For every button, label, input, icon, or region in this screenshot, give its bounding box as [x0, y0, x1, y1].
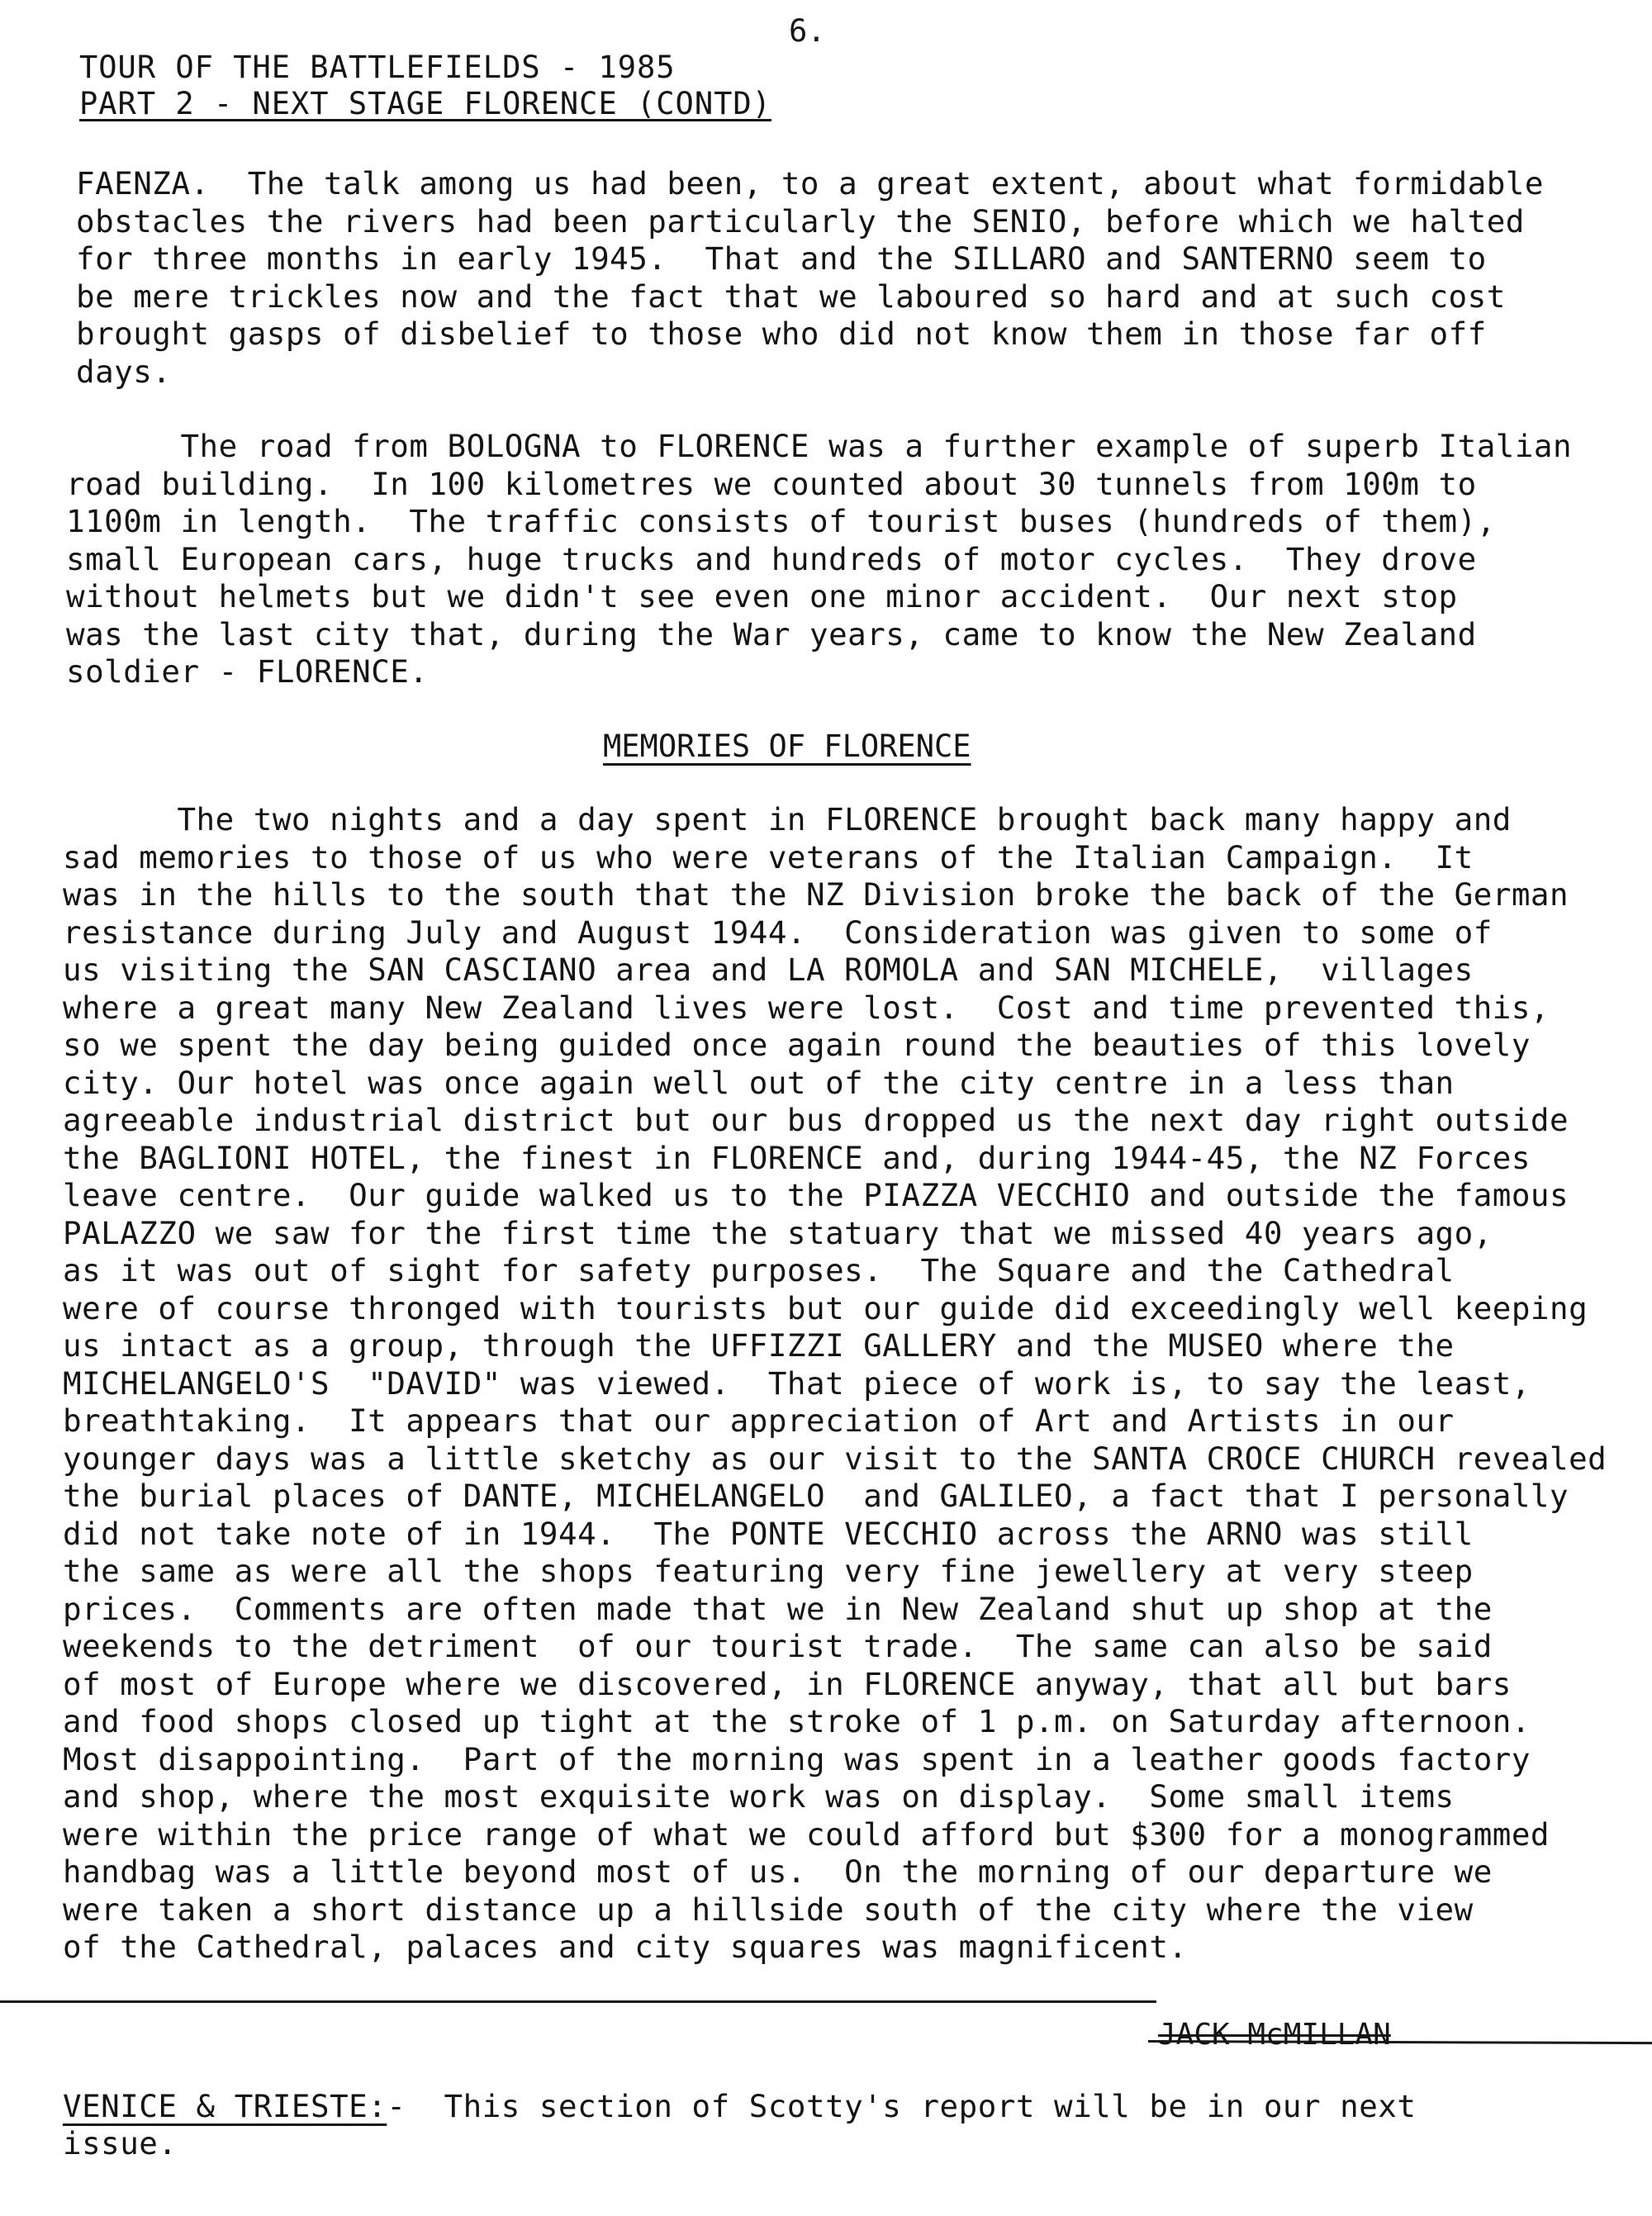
- footer-text: - This section of Scotty's report will be in our next issue.: [63, 2088, 1417, 2161]
- footer-note: [63, 2088, 1416, 2162]
- document-subtitle: PART 2 - NEXT STAGE FLORENCE (CONTD): [79, 86, 771, 121]
- divider-line: [0, 2000, 1156, 2003]
- paragraph-memories: The two nights and a day spent in FLORENCE brought back many happy and sad memories to those of us who were veterans of the Italian Campaign. It was in the hills to the south that the NZ Division broke the back of the German resistance during July and August 1944. Consideration was given to some of us visiting the SAN CASCIANO area and LA ROMOLA and SAN MICHELE, villages where a great many New Zealand lives were lost. Cost and time prevented this, so we spent the day being guided once again round the beauties of this lovely city. Our hotel was once again well out of the city centre in a less than agreeable industrial district but our bus dropped us the next day right outside the BAGLIONI HOTEL, the finest in FLORENCE and, during 1944-45, the NZ Forces leave centre. Our guide walked us to the PIAZZA VECCHIO and outside the famous PALAZZO we saw for the first time the statuary that we missed 40 years ago, as it was out of sight for safety purposes. The Square and the Cathedral were of course thronged with tourists but our guide did exceedingly well keeping us intact as a group, through the UFFIZZI GALLERY and the MUSEO where the MICHELANGELO'S "DAVID" was viewed. That piece of work is, to say the least, breathtaking. It appears that our appreciation of Art and Artists in our younger days was a little sketchy as our visit to the SANTA CROCE CHURCH revealed the burial places of DANTE, MICHELANGELO and GALILEO, a fact that I personally did not take note of in 1944. The PONTE VECCHIO across the ARNO was still the same as were all the shops featuring very fine jewellery at very steep prices. Comments are often made that we in New Zealand shut up shop at the weekends to the detriment of our tourist trade. The same can also be said of most of Europe where we discovered, in FLORENCE anyway, that all but bars and food shops closed up tight at the stroke of 1 p.m. on Saturday afternoon. Most disappointing. Part of the morning was spent in a leather goods factory and shop, where the most exquisite work was on display. Some small items were within the price range of what we could afford but $300 for a monogrammed handbag was a little beyond most of us. On the morning of our departure we were taken a short distance up a hillside south of the city where the view of the Cathedral, palaces and city squares was magnificent.: [63, 801, 1607, 1965]
- document-title: TOUR OF THE BATTLEFIELDS - 1985: [79, 50, 676, 85]
- paragraph-road-to-florence: The road from BOLOGNA to FLORENCE was a further example of superb Italian road building. In 100 kilometres we counted about 30 tunnels from 100m to 1100m in length. The traffic consists of tourist buses (hundreds of them), small European cars, huge trucks and hundreds of motor cycles. They drove without helmets but we didn't see even one minor accident. Our next stop was the last city that, during the War years, came to know the New Zealand soldier - FLORENCE.: [66, 428, 1573, 690]
- footer-label: VENICE & TRIESTE:: [63, 2088, 387, 2124]
- author-signature: JACK McMILLAN: [1158, 2018, 1391, 2052]
- page-number: 6.: [789, 13, 826, 49]
- section-heading: MEMORIES OF FLORENCE: [603, 728, 971, 764]
- paragraph-faenza: FAENZA. The talk among us had been, to a great extent, about what formidable obstacles the rivers had been particularly the SENIO, before which we halted for three months in early 1945. That and the SILLARO and SANTERNO seem to be mere trickles now and the fact that we laboured so hard and at such cost brought gasps of disbelief to those who did not know them in those far off days.: [76, 165, 1544, 390]
